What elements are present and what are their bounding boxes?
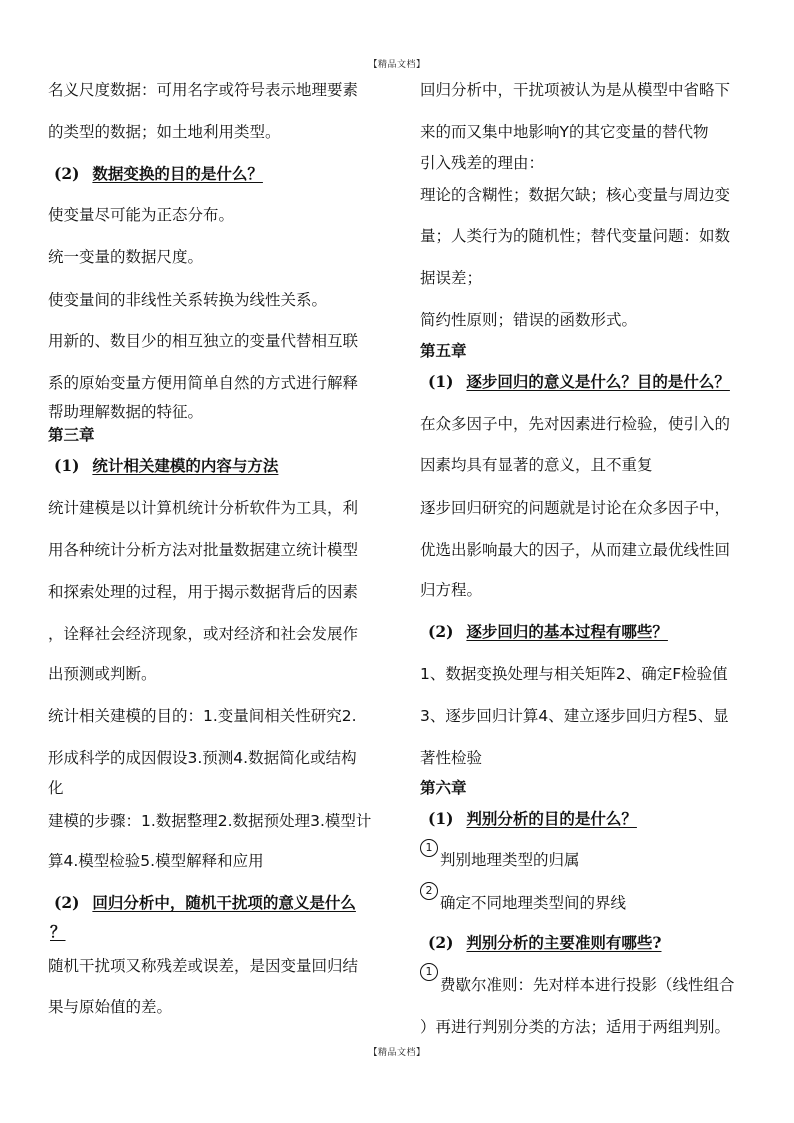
text-line: 使变量尽可能为正态分布。 xyxy=(48,206,235,224)
question-number: (1) xyxy=(54,456,80,475)
question-text: 统计相关建模的内容与方法 xyxy=(92,456,279,475)
text-line: 优选出影响最大的因子，从而建立最优线性回 xyxy=(420,541,731,559)
text-line: 用各种统计分析方法对批量数据建立统计模型 xyxy=(48,541,359,559)
text-line: 统一变量的数据尺度。 xyxy=(48,248,204,266)
circled-number-icon: 2 xyxy=(420,882,438,900)
text-line: 的类型的数据；如土地利用类型。 xyxy=(48,123,281,141)
text-line: 和探索处理的过程，用于揭示数据背后的因素 xyxy=(48,583,359,601)
text-line: 帮助理解数据的特征。 xyxy=(48,403,204,421)
question-text: 数据变换的目的是什么？ xyxy=(92,164,263,183)
question-text-continued: ？ xyxy=(50,922,66,941)
question-heading xyxy=(428,809,637,829)
chapter-heading: 第三章 xyxy=(48,425,95,444)
question-number: (1) xyxy=(428,372,454,391)
question-number: (2) xyxy=(54,164,80,183)
text-line: ）再进行判别分类的方法；适用于两组判别。 xyxy=(420,1018,731,1036)
text-line: 1、数据变换处理与相关矩阵2、确定F检验值 xyxy=(420,665,728,683)
chapter-heading: 第五章 xyxy=(420,341,467,360)
text-line: 统计相关建模的目的：1.变量间相关性研究2. xyxy=(48,707,357,725)
text-line: 系的原始变量方便用简单自然的方式进行解释 xyxy=(48,374,359,392)
text-line: 理论的含糊性；数据欠缺；核心变量与周边变 xyxy=(420,186,731,204)
question-number: (2) xyxy=(428,933,454,952)
text-line: 形成科学的成因假设3.预测4.数据简化或结构 xyxy=(48,749,357,767)
text-line: 引入残差的理由： xyxy=(420,154,545,172)
chapter-heading: 第六章 xyxy=(420,778,467,797)
text-line: 随机干扰项又称残差或误差，是因变量回归结 xyxy=(48,957,359,975)
page-footer: 【精品文档】 xyxy=(368,1048,426,1058)
text-line: 判别地理类型的归属 xyxy=(440,851,580,869)
text-line: 来的而又集中地影响Y的其它变量的替代物 xyxy=(420,123,709,141)
question-text: 逐步回归的意义是什么？目的是什么？ xyxy=(466,372,730,391)
text-line: 3、逐步回归计算4、建立逐步回归方程5、显 xyxy=(420,707,729,725)
question-number: (1) xyxy=(428,809,454,828)
text-line: 费歇尔准则：先对样本进行投影（线性组合 xyxy=(440,976,735,994)
page-header: 【精品文档】 xyxy=(368,60,426,70)
text-line: ，诠释社会经济现象，或对经济和社会发展作 xyxy=(48,625,359,643)
text-line: 回归分析中，干扰项被认为是从模型中省略下 xyxy=(420,81,731,99)
text-line: 量；人类行为的随机性；替代变量问题：如数 xyxy=(420,227,731,245)
question-text: 回归分析中，随机干扰项的意义是什么 xyxy=(92,893,356,912)
text-line: 用新的、数目少的相互独立的变量代替相互联 xyxy=(48,332,359,350)
question-heading xyxy=(428,933,661,953)
question-heading xyxy=(54,893,356,913)
text-line: 著性检验 xyxy=(420,749,483,767)
text-line: 统计建模是以计算机统计分析软件为工具，利 xyxy=(48,499,359,517)
text-line: 确定不同地理类型间的界线 xyxy=(440,894,627,912)
text-line: 因素均具有显著的意义，且不重复 xyxy=(420,456,653,474)
circled-number-icon: 1 xyxy=(420,839,438,857)
question-heading xyxy=(428,622,668,642)
question-heading xyxy=(54,456,278,476)
text-line: 出预测或判断。 xyxy=(48,665,157,683)
question-text: 判别分析的主要准则有哪些? xyxy=(466,933,662,952)
text-line: 建模的步骤：1.数据整理2.数据预处理3.模型计 xyxy=(48,812,372,830)
text-line: 归方程。 xyxy=(420,581,483,599)
question-heading xyxy=(54,164,263,184)
question-text: 判别分析的目的是什么？ xyxy=(466,809,637,828)
text-line: 化 xyxy=(48,779,64,797)
question-heading xyxy=(428,372,730,392)
text-line: 简约性原则；错误的函数形式。 xyxy=(420,311,638,329)
question-number: (2) xyxy=(428,622,454,641)
question-text: 逐步回归的基本过程有哪些？ xyxy=(466,622,668,641)
text-line: 使变量间的非线性关系转换为线性关系。 xyxy=(48,291,328,309)
circled-number-icon: 1 xyxy=(420,963,438,981)
text-line: 据误差； xyxy=(420,269,483,287)
text-line: 果与原始值的差。 xyxy=(48,998,173,1016)
text-line: 逐步回归研究的问题就是讨论在众多因子中， xyxy=(420,499,731,517)
text-line: 算4.模型检验5.模型解释和应用 xyxy=(48,852,264,870)
text-line: 在众多因子中，先对因素进行检验，使引入的 xyxy=(420,415,731,433)
question-number: (2) xyxy=(54,893,80,912)
text-line: 名义尺度数据：可用名字或符号表示地理要素 xyxy=(48,81,359,99)
